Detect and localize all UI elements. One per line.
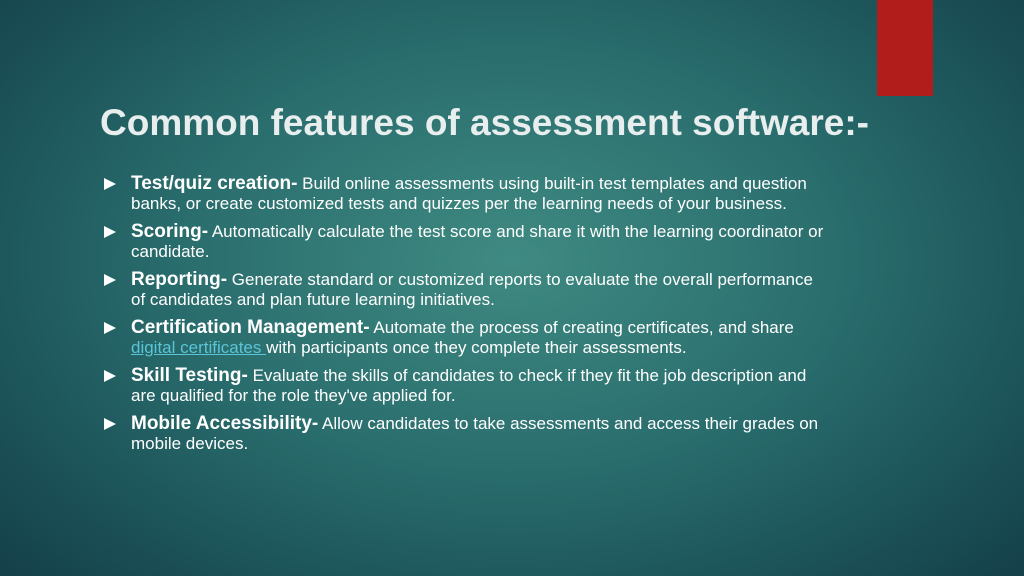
bullet-term: Scoring- (131, 221, 209, 242)
bullet-text: with participants once they complete their assessments. (266, 338, 687, 357)
bullet-scoring (100, 222, 830, 262)
bullet-term: Mobile Accessibility- (131, 413, 319, 434)
bullet-text: Allow candidates to take assessments and access their grades on mobile devices. (131, 414, 819, 453)
bullet-text: Evaluate the skills of candidates to check if they fit the job description and are qualified for the role they've applied for. (131, 366, 807, 405)
bullet-certification-management (100, 318, 830, 358)
bullet-skill-testing (100, 366, 830, 406)
right-triangle-arrow-icon (104, 418, 116, 430)
bullet-term: Skill Testing- (131, 365, 248, 386)
bullet-mobile-accessibility (100, 414, 830, 454)
right-triangle-arrow-icon (104, 226, 116, 238)
accent-bar (877, 0, 933, 96)
bullet-reporting (100, 270, 830, 310)
bullet-text: Build online assessments using built-in test templates and question banks, or create customized tests and quizzes per the learning needs of your business. (131, 174, 807, 213)
feature-list (100, 174, 830, 462)
digital-certificates-link[interactable]: digital certificates (131, 338, 267, 357)
right-triangle-arrow-icon (104, 274, 116, 286)
right-triangle-arrow-icon (104, 322, 116, 334)
right-triangle-arrow-icon (104, 370, 116, 382)
slide-title: Common features of assessment software:- (100, 102, 869, 143)
bullet-term: Test/quiz creation- (131, 173, 298, 194)
right-triangle-arrow-icon (104, 178, 116, 190)
bullet-text: Automate the process of creating certificates, and share (369, 318, 794, 337)
bullet-term: Certification Management- (131, 317, 370, 338)
bullet-test-quiz-creation (100, 174, 830, 214)
bullet-text: Automatically calculate the test score and share it with the learning coordinator or candidate. (131, 222, 824, 261)
bullet-text: Generate standard or customized reports to evaluate the overall performance of candidates and plan future learning initiatives. (131, 270, 813, 309)
bullet-term: Reporting- (131, 269, 228, 290)
